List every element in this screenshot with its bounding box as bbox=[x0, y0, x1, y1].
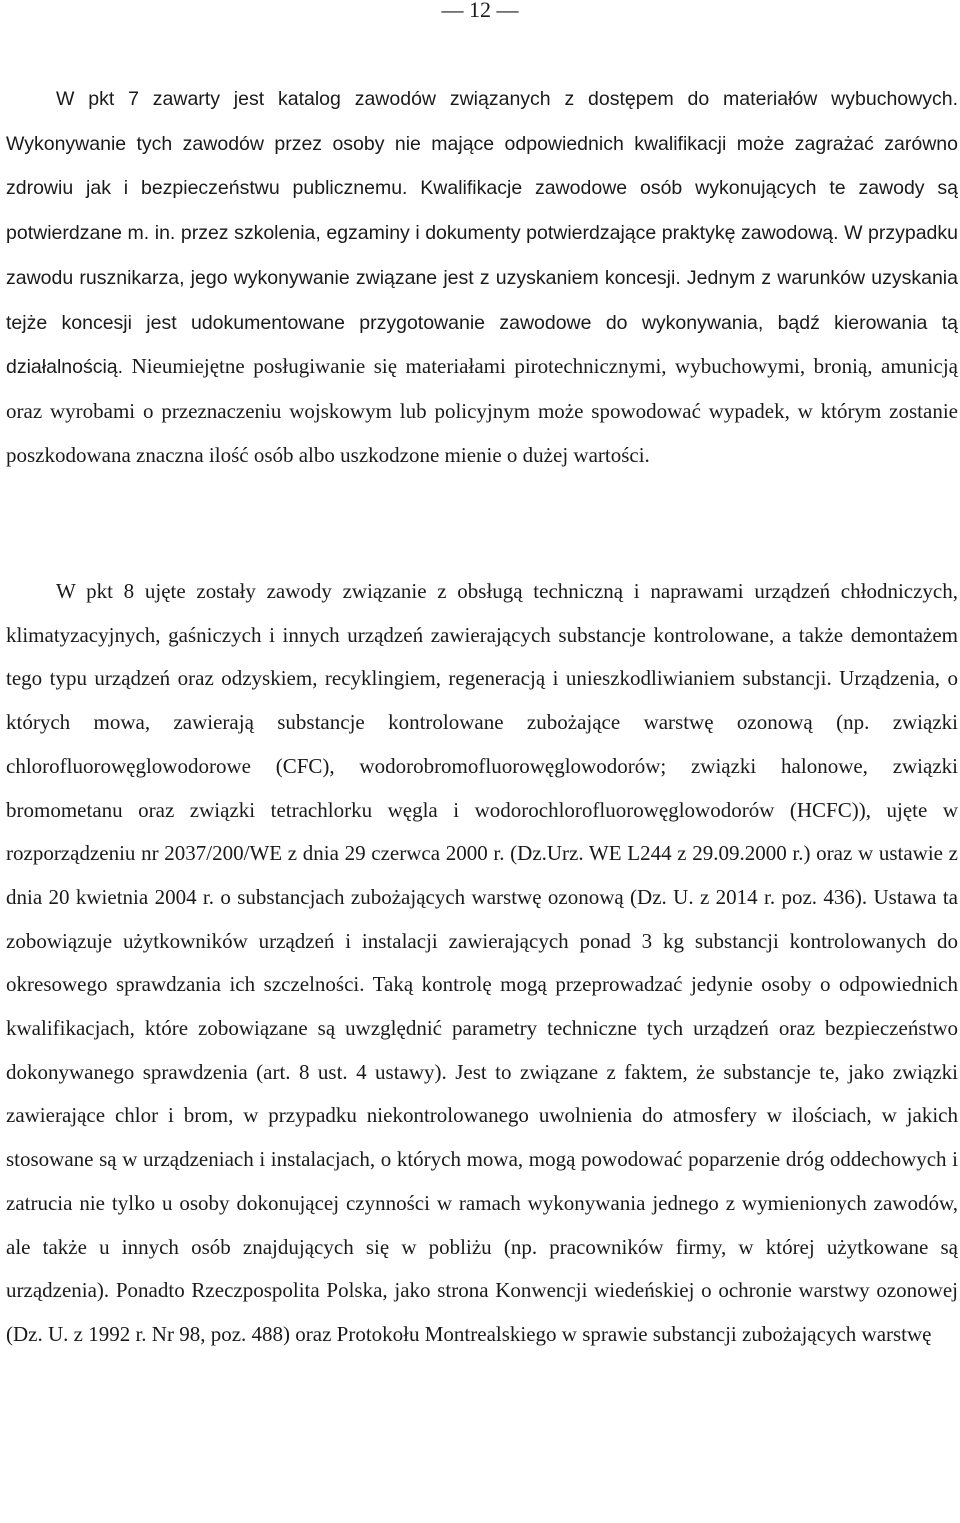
paragraph-text: W pkt 8 ujęte zostały zawody związanie z obsługą techniczną i naprawami urządzeń chłodniczych, klimatyzacyjnych, gaśniczych i innych urządzeń zawierających substancje kontrolowane, a także demontażem tego typu urządzeń oraz odzyskiem, recyklingiem, regeneracją i unieszkodliwianiem substancji. Urządzenia, o których mowa, zawierają substancje kontrolowane zubożające warstwę ozonową (np. związki chlorofluorowęglowodorowe (CFC), wodorobromofluorowęglowodorów; związki halonowe, związki bromometanu oraz związki tetrachlorku węgla i wodorochlorofluorowęglowodorów (HCFC)), ujęte w rozporządzeniu nr 2037/200/WE z dnia 29 czerwca 2000 r. (Dz.Urz. WE L244 z 29.09.2000 r.) oraz w ustawie z dnia 20 kwietnia 2004 r. o substancjach zubożających warstwę ozonową (Dz. U. z 2014 r. poz. 436). Ustawa ta zobowiązuje użytkowników urządzeń i instalacji zawierających ponad 3 kg substancji kontrolowanych do okresowego sprawdzania ich szczelności. Taką kontrolę mogą przeprowadzać jedynie osoby o odpowiednich kwalifikacjach, które zobowiązane są uwzględnić parametry techniczne tych urządzeń oraz bezpieczeństwo dokonywanego sprawdzenia (art. 8 ust. 4 ustawy). Jest to związane z faktem, że substancje te, jako związki zawierające chlor i brom, w przypadku niekontrolowanego uwolnienia do atmosfery w ilościach, w jakich stosowane są w urządzeniach i instalacjach, o których mowa, mogą powodować poparzenie dróg oddechowych i zatrucia nie tylko u osoby dokonującej czynności w ramach wykonywania jednego z wymienionych zawodów, ale także u innych osób znajdujących się w pobliżu (np. pracowników firmy, w której użytkowane są urządzenia). Ponadto Rzeczpospolita Polska, jako strona Konwencji wiedeńskiej o ochronie warstwy ozonowej (Dz. U. z 1992 r. Nr 98, poz. 488) oraz Protokołu Montrealskiego w sprawie substancji zubożających warstwę bbox=[6, 579, 958, 1346]
paragraph-refrigeration-occupations bbox=[6, 570, 958, 1357]
paragraph-sans-text: W pkt 7 zawarty jest katalog zawodów związanych z dostępem do materiałów wybuchowych. Wykonywanie tych zawodów przez osoby nie mające odpowiednich kwalifikacji może zagrażać zarówno zdrowiu jak i bezpieczeństwu publicznemu. Kwalifikacje zawodowe osób wykonujących te zawody są potwierdzane m. in. przez szkolenia, egzaminy i dokumenty potwierdzające praktykę zawodową. W przypadku zawodu rusznikarza, jego wykonywanie związane jest z uzyskaniem koncesji. Jednym z warunków uzyskania tejże koncesji jest udokumentowane przygotowanie zawodowe do wykonywania, bądź kierowania tą działalnością. bbox=[6, 88, 958, 379]
paragraph-serif-text: Nieumiejętne posługiwanie się materiałami pirotechnicznymi, wybuchowymi, bronią, amunicją oraz wyrobami o przeznaczeniu wojskowym lub policyjnym może spowodować wypadek, w którym zostanie poszkodowana znaczna ilość osób albo uszkodzone mienie o dużej wartości. bbox=[6, 354, 958, 467]
page-number: — 12 — bbox=[441, 0, 519, 22]
paragraph-explosives-occupations bbox=[6, 77, 958, 477]
